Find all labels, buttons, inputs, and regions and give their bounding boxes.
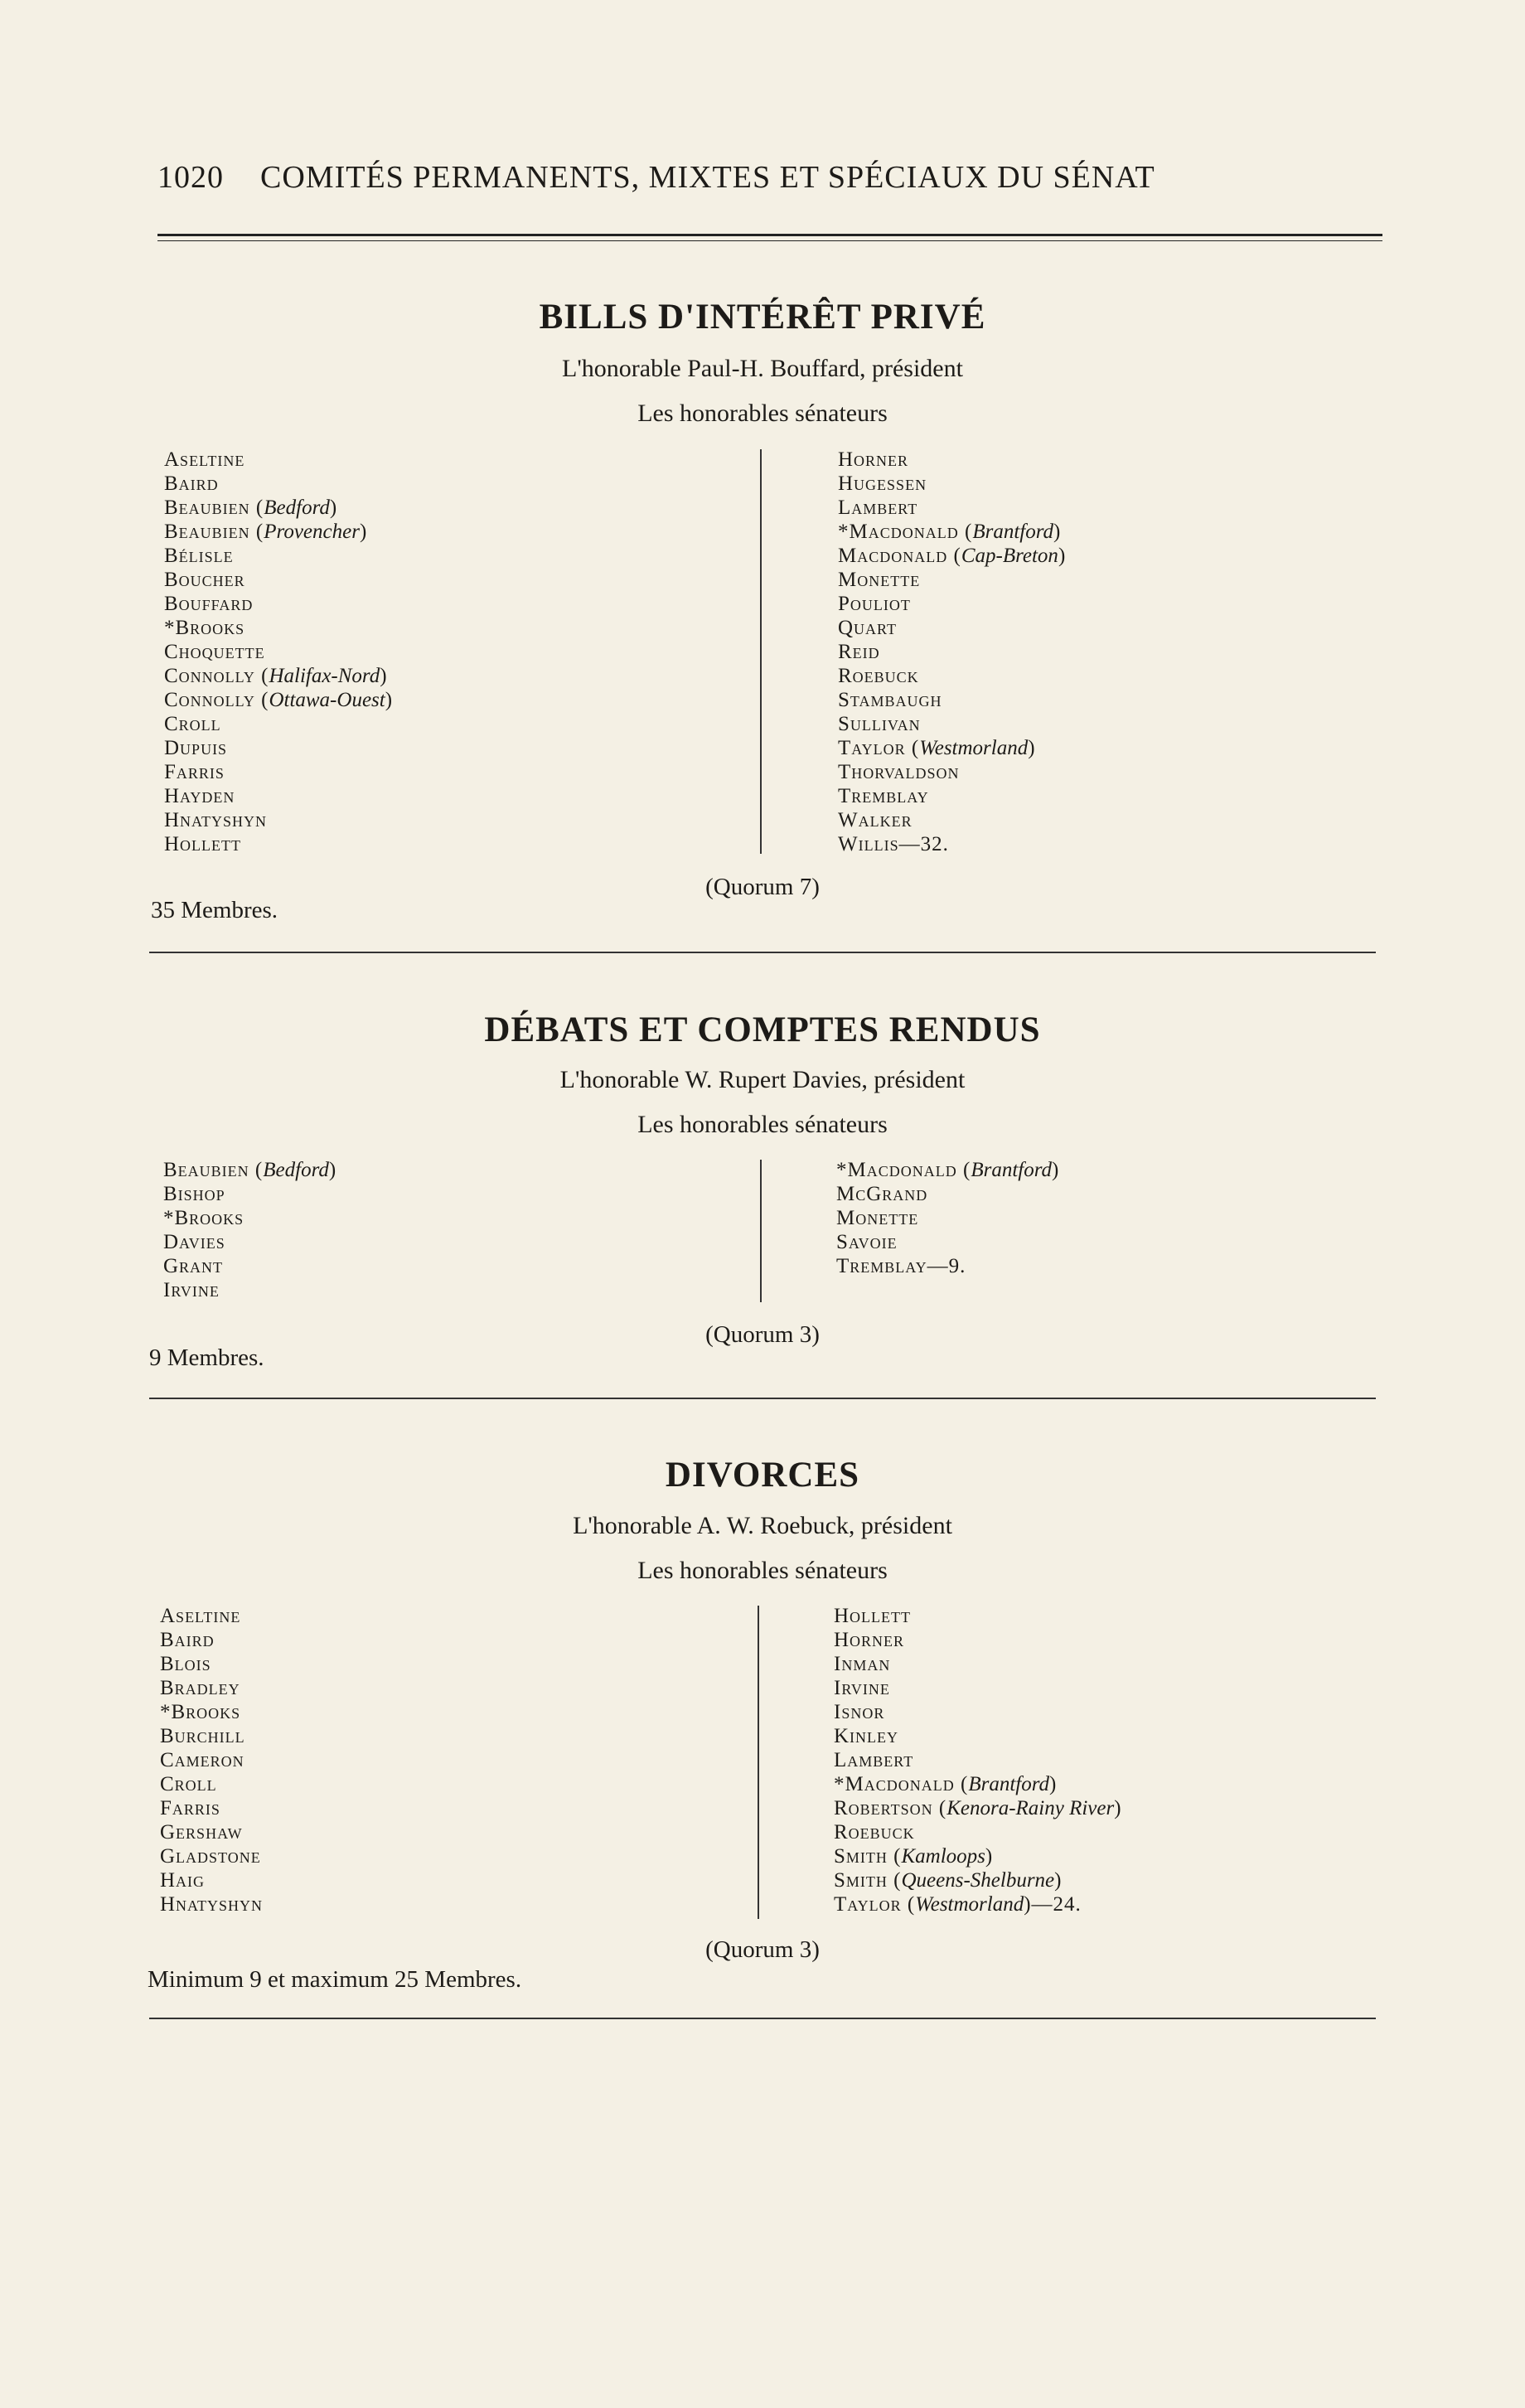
senator-name: Reid <box>838 641 880 663</box>
section-title: DÉBATS ET COMPTES RENDUS <box>484 1010 1041 1049</box>
senator-name: Monette <box>836 1207 919 1229</box>
senator-name: Hnatyshyn <box>160 1893 264 1916</box>
senator-list-left <box>160 1604 263 1916</box>
senator-list-right <box>834 1604 1122 1916</box>
senator-name: Hnatyshyn <box>164 809 268 831</box>
senator-name: Bradley <box>160 1677 240 1699</box>
senator-name: Blois <box>160 1653 211 1675</box>
senator-name: Walker <box>838 809 913 831</box>
senators-label: Les honorables sénateurs <box>637 1557 888 1584</box>
senator-name: Kinley <box>834 1725 899 1747</box>
senator-name: Thorvaldson <box>838 761 960 783</box>
senator-name: McGrand <box>836 1183 928 1205</box>
senator-name: Willis—32. <box>838 833 949 855</box>
senator-name: Grant <box>163 1255 224 1277</box>
senator-name: Farris <box>164 761 225 783</box>
section-title: BILLS D'INTÉRÊT PRIVÉ <box>539 298 986 337</box>
member-count: 9 Membres. <box>149 1345 264 1371</box>
senator-name: Connolly (Halifax-Nord) <box>164 665 388 687</box>
senator-name: Lambert <box>834 1749 914 1771</box>
senator-name: Gershaw <box>160 1821 243 1844</box>
senator-name: Horner <box>838 448 909 471</box>
senator-name: *Macdonald (Brantford) <box>836 1159 1060 1181</box>
senator-name: Stambaugh <box>838 689 942 711</box>
senator-name: Burchill <box>160 1725 245 1747</box>
senator-name: Smith (Kamloops) <box>834 1845 994 1868</box>
senator-name: Aseltine <box>164 448 245 471</box>
section-title: DIVORCES <box>665 1456 860 1495</box>
section-chair: L'honorable A. W. Roebuck, président <box>573 1512 952 1539</box>
senator-name: Gladstone <box>160 1845 261 1868</box>
senator-name: Choquette <box>164 641 265 663</box>
senator-name: Savoie <box>836 1231 898 1253</box>
senator-name: Farris <box>160 1797 220 1819</box>
senator-name: Aseltine <box>160 1605 241 1627</box>
senator-name: Macdonald (Cap-Breton) <box>838 545 1067 567</box>
senator-name: Pouliot <box>838 593 911 615</box>
senator-name: Tremblay <box>838 785 929 807</box>
senator-name: *Macdonald (Brantford) <box>834 1773 1058 1795</box>
senator-name: Smith (Queens-Shelburne) <box>834 1869 1063 1892</box>
senator-name: Tremblay—9. <box>836 1255 966 1277</box>
senators-label: Les honorables sénateurs <box>637 400 888 427</box>
senator-name: Quart <box>838 617 897 639</box>
senator-name: Croll <box>160 1773 217 1795</box>
senator-name: Isnor <box>834 1701 885 1723</box>
senator-name: Roebuck <box>834 1821 915 1844</box>
senator-name: Cameron <box>160 1749 244 1771</box>
page-number: 1020 <box>157 160 224 195</box>
quorum: (Quorum 3) <box>705 1321 820 1348</box>
senator-name: Beaubien (Bedford) <box>163 1159 337 1181</box>
senator-name: Taylor (Westmorland)—24. <box>834 1893 1082 1916</box>
senator-name: Robertson (Kenora-Rainy River) <box>834 1797 1122 1819</box>
senator-name: *Brooks <box>163 1207 244 1229</box>
section-chair: L'honorable Paul-H. Bouffard, président <box>562 355 963 382</box>
section-rule <box>149 2018 1376 2019</box>
senator-name: Dupuis <box>164 737 228 759</box>
senator-name: Hugessen <box>838 472 927 495</box>
senator-name: Monette <box>838 569 921 591</box>
senator-name: Boucher <box>164 569 245 591</box>
quorum: (Quorum 7) <box>705 874 820 900</box>
senator-name: Beaubien (Provencher) <box>164 521 368 543</box>
senator-name: Beaubien (Bedford) <box>164 497 338 519</box>
senator-name: Connolly (Ottawa-Ouest) <box>164 689 394 711</box>
senator-name: Hollett <box>164 833 242 855</box>
senator-name: Taylor (Westmorland) <box>838 737 1036 759</box>
member-count: 35 Membres. <box>151 897 278 923</box>
senators-label: Les honorables sénateurs <box>637 1111 888 1138</box>
senator-name: Bouffard <box>164 593 254 615</box>
senator-name: *Brooks <box>160 1701 241 1723</box>
senator-name: Inman <box>834 1653 891 1675</box>
senator-name: Irvine <box>834 1677 890 1699</box>
senator-name: *Macdonald (Brantford) <box>838 521 1062 543</box>
senator-name: Croll <box>164 713 221 735</box>
quorum: (Quorum 3) <box>705 1936 820 1963</box>
senator-name: Lambert <box>838 497 918 519</box>
senator-name: Hollett <box>834 1605 912 1627</box>
committee-section-divorces <box>149 0 1376 2408</box>
senator-name: Haig <box>160 1869 206 1892</box>
column-divider <box>758 1606 759 1919</box>
page-header-title: COMITÉS PERMANENTS, MIXTES ET SPÉCIAUX DU SÉNAT <box>260 160 1155 195</box>
senator-name: Baird <box>164 472 219 495</box>
senator-name: Bishop <box>163 1183 225 1205</box>
senator-name: Irvine <box>163 1279 220 1301</box>
senator-name: Roebuck <box>838 665 919 687</box>
senator-name: *Brooks <box>164 617 245 639</box>
senator-name: Horner <box>834 1629 905 1651</box>
senator-name: Baird <box>160 1629 215 1651</box>
senator-name: Sullivan <box>838 713 921 735</box>
senator-name: Hayden <box>164 785 235 807</box>
section-chair: L'honorable W. Rupert Davies, président <box>559 1066 966 1093</box>
senator-name: Bélisle <box>164 545 234 567</box>
member-count: Minimum 9 et maximum 25 Membres. <box>148 1966 522 1993</box>
senator-name: Davies <box>163 1231 225 1253</box>
